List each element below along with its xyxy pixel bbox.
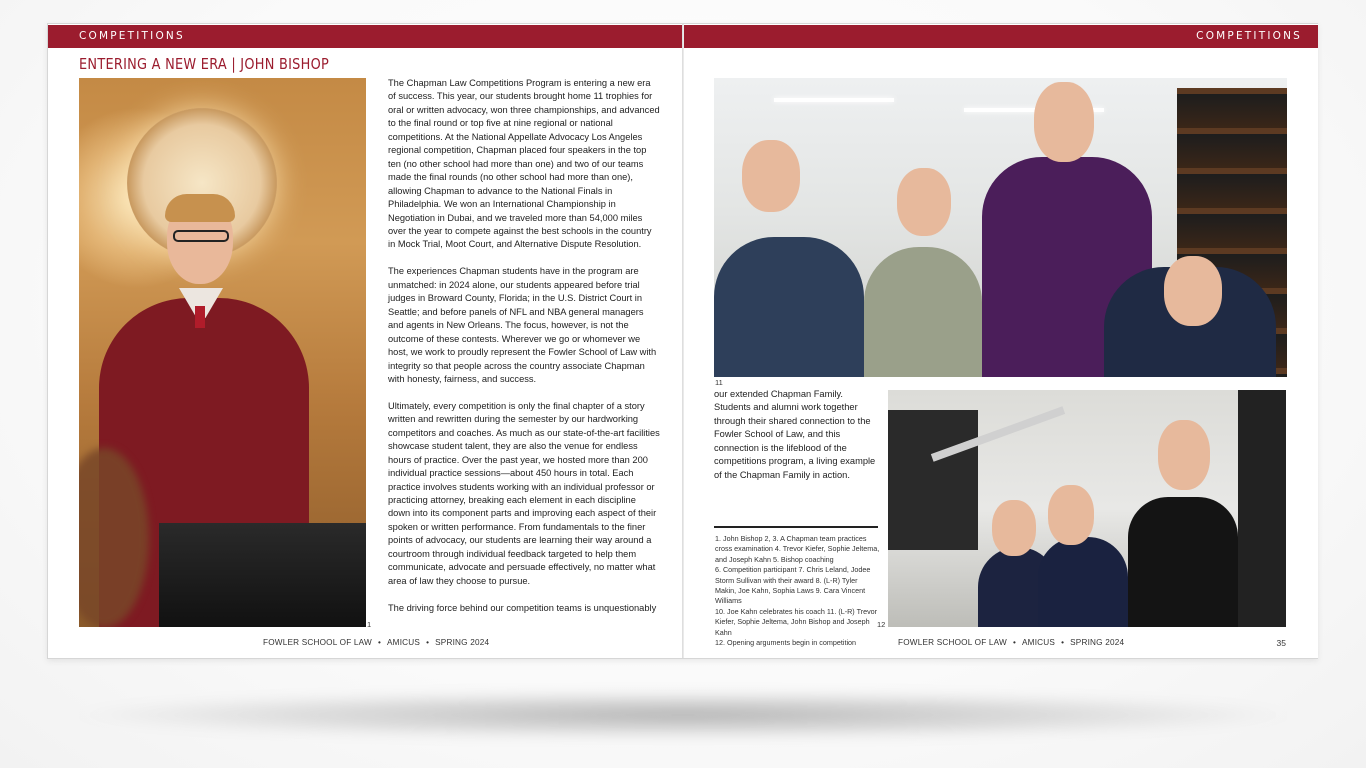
necktie	[195, 306, 205, 328]
right-page	[684, 24, 1318, 658]
person-figure	[1038, 537, 1128, 627]
magazine-spread	[47, 23, 1318, 659]
page-footer	[898, 638, 1124, 647]
section-label: COMPETITIONS	[79, 30, 185, 42]
body-paragraph: Ultimately, every competition is only the final chapter of a story written and rewritten during the semester by our hardworking competitors and coaches. As much as our state-of-the-art facilities showcase student talent, they are also the venue for endless hours of practice. Over the past year, we hosted more than 200 individual practice sessions—about 450 hours in total. Each practice involves students working with an individual professor or practicing attorney, breaking each element in each discipline down into its component parts and improving each aspect of their spoken or written performance. From fundamentals to the finer points of advocacy, our students are learning their way around a courtroom through individual feedback targeted to help them communicate, advocate and persuade effectively, no matter what area of law they choose to pursue.	[388, 400, 660, 586]
person-head	[1158, 420, 1210, 490]
page-number: 35	[1276, 638, 1286, 648]
section-label: COMPETITIONS	[1196, 30, 1302, 42]
body-paragraph: The driving force behind our competition teams is unquestionably	[388, 602, 657, 613]
photo-team-library	[714, 78, 1287, 377]
caption-line: 12. Opening arguments begin in competition	[715, 638, 857, 648]
footer-separator: •	[1012, 638, 1017, 647]
footer-publication: AMICUS	[387, 638, 421, 647]
footer-separator: •	[1061, 638, 1065, 647]
person-head	[1048, 485, 1094, 545]
podium	[159, 523, 366, 627]
photo-number: 1	[367, 620, 372, 629]
ceiling-light	[774, 98, 894, 102]
footer-school: FOWLER SCHOOL OF LAW	[263, 638, 372, 647]
person-head	[1034, 82, 1094, 162]
footer-separator: •	[377, 638, 382, 647]
person-figure	[1238, 390, 1286, 627]
article-headline: ENTERING A NEW ERA | JOHN BISHOP	[79, 55, 330, 73]
section-banner	[48, 25, 683, 48]
footer-publication: AMICUS	[1022, 638, 1056, 647]
person-head	[742, 140, 800, 212]
photo-number: 12	[877, 620, 886, 629]
person-figure	[714, 237, 864, 377]
caption-line: 10. Joe Kahn celebrates his coach 11. (L-R) Trevor Kiefer, Sophie Jeltema, John Bishop and Joseph Kahn	[715, 606, 878, 637]
footer-issue: SPRING 2024	[435, 638, 490, 647]
footer-school: FOWLER SCHOOL OF LAW	[898, 638, 1007, 647]
body-paragraph: The Chapman Law Competitions Program is entering a new era of success. This year, our students brought home 11 trophies for oral or written advocacy, won three championships, and advanced to the final round or top five at nine regional or national competitions. At the National Appellate Advocacy Los Angeles regional competition, Chapman placed four speakers in the top ten (no other school had more than one) and two of our teams made the final rounds (no other school had more than one), allowing Chapman to advance to the National Finals in Philadelphia. We won an International Championship in Negotiation in Dubai, and we traveled more than 54,000 miles over the year to compete against the best schools in the country in Mock Trial, Moot Court, and Alternative Dispute Resolution.	[388, 78, 660, 250]
section-banner	[684, 25, 1318, 48]
person-figure	[864, 247, 982, 377]
photo-opening-arguments	[888, 390, 1286, 627]
glasses	[173, 230, 229, 242]
footer-issue: SPRING 2024	[1070, 638, 1125, 647]
person-head	[1164, 256, 1222, 326]
article-continued-text: our extended Chapman Family. Students and alumni work together through their shared connection to the Fowler School of Law, and this connection is the lifeblood of the competitions program, a living example of the Chapman Family in action.	[714, 389, 876, 480]
footer-separator: •	[426, 638, 430, 647]
body-paragraph: The experiences Chapman students have in the program are unmatched: in 2024 alone, our students appeared before trial judges in Broward County, Florida; in the U.S. District Court in Seattle; and before panels of NFL and NBA general managers and agents in New Orleans. The focus, however, is not the outcome of these contests. Wherever we go or whomever we host, we work to proudly represent the Fowler School of Law with integrity so that people across the country associate Chapman with honesty, fairness, and success.	[388, 266, 657, 384]
page-footer	[263, 638, 489, 647]
person-figure	[1128, 497, 1238, 627]
caption-line: 1. John Bishop 2, 3. A Chapman team practices cross examination 4. Trevor Kiefer, Sophie Jeltema, and Joseph Kahn 5. Bishop coaching	[715, 534, 880, 564]
person-head	[897, 168, 951, 236]
person-head	[992, 500, 1036, 556]
spread-drop-shadow	[60, 690, 1306, 740]
photo-captions	[715, 534, 880, 648]
computer-monitor	[888, 410, 978, 550]
article-body	[388, 77, 660, 629]
photo-john-bishop	[79, 78, 366, 627]
photo-number: 11	[715, 378, 723, 387]
left-page	[48, 24, 683, 658]
caption-divider	[714, 526, 878, 528]
speaker-hair	[165, 194, 235, 222]
caption-line: 6. Competition participant 7. Chris Leland, Jodee Storm Sullivan with their award 8. (L-R) Tyler Makin, Joe Kahn, Sophia Laws 9. Cara Vincent Williams	[715, 565, 871, 606]
